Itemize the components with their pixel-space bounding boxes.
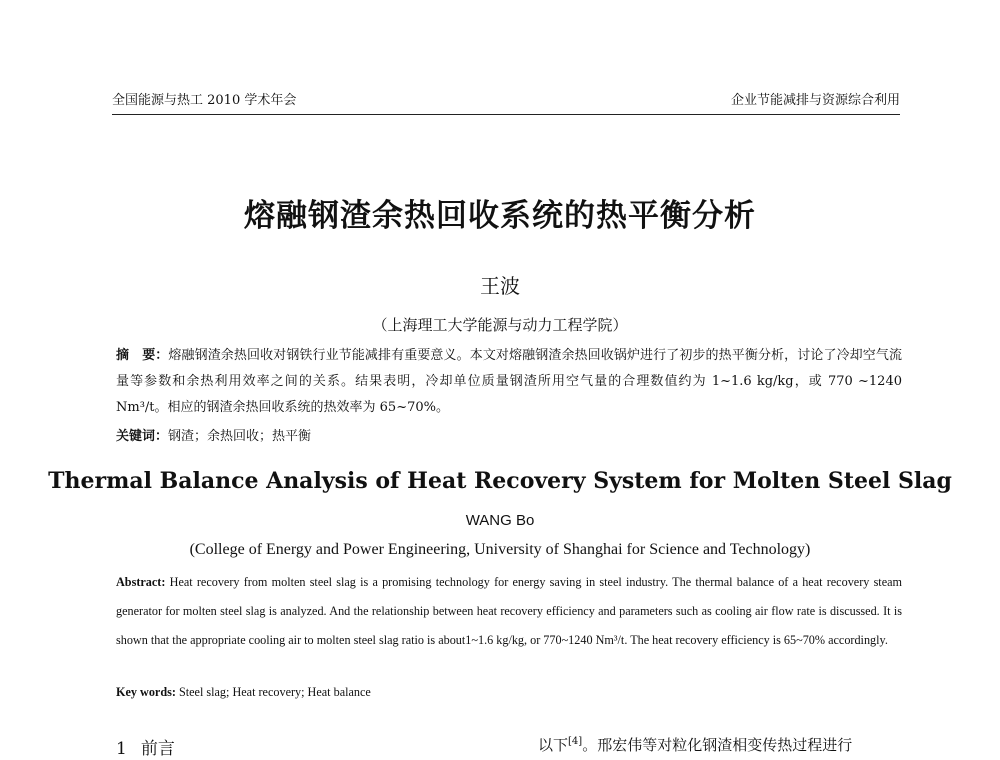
paper-title-en: Thermal Balance Analysis of Heat Recovery System for Molten Steel Slag [48, 468, 952, 494]
author-cn: 王波 [480, 274, 520, 298]
abstract-en [116, 568, 902, 655]
keywords-cn-label: 关键词： [116, 429, 169, 444]
body-text-after-ref: 。邢宏伟等对粒化钢渣相变传热过程进行 [582, 736, 853, 754]
abstract-cn-label: 摘 要： [116, 348, 169, 363]
section-number: 1 [116, 739, 127, 759]
keywords-cn-text: 钢渣；余热回收；热平衡 [168, 429, 312, 444]
affiliation-cn: （上海理工大学能源与动力工程学院） [372, 316, 628, 334]
abstract-cn [116, 343, 902, 421]
affiliation-en: (College of Energy and Power Engineering, University of Shanghai for Science and Technology) [189, 541, 811, 558]
citation-ref[interactable]: [4] [568, 736, 583, 747]
keywords-cn [116, 426, 902, 448]
abstract-cn-text: 熔融钢渣余热回收对钢铁行业节能减排有重要意义。本文对熔融钢渣余热回收锅炉进行了初步的热平衡分析，讨论了冷却空气流量等参数和余热利用效率之间的关系。结果表明，冷却单位质量钢渣所用空气量的合理数值约为 1~1.6 kg/kg，或 770 ~1240 Nm³/t。相应的钢渣余热回收系统的热效率为 65~70%。 [116, 348, 902, 415]
abstract-en-label: Abstract: [116, 575, 166, 589]
keywords-en-text: Steel slag; Heat recovery; Heat balance [178, 685, 371, 699]
running-header [112, 92, 900, 115]
body-text-right-column [538, 734, 902, 755]
section-title: 前言 [140, 739, 175, 759]
body-text-before-ref: 以下 [538, 736, 569, 754]
section-heading [116, 734, 175, 759]
running-header-right: 企业节能减排与资源综合利用 [730, 93, 900, 108]
running-header-left: 全国能源与热工 2010 学术年会 [112, 93, 297, 108]
paper-title-cn: 熔融钢渣余热回收系统的热平衡分析 [244, 198, 756, 234]
keywords-en [116, 682, 902, 702]
author-en: WANG Bo [465, 512, 535, 529]
keywords-en-label: Key words: [116, 685, 176, 699]
abstract-en-text: Heat recovery from molten steel slag is a promising technology for energy saving in steel industry. The thermal balance of a heat recovery steam generator for molten steel slag is analyzed. And the relationship between heat recovery efficiency and parameters such as cooling air flow rate is discussed. It is shown that the appropriate cooling air to molten steel slag ratio is about1~1.6 kg/kg, or 770~1240 Nm³/t. The heat recovery efficiency is 65~70% accordingly. [116, 575, 902, 647]
